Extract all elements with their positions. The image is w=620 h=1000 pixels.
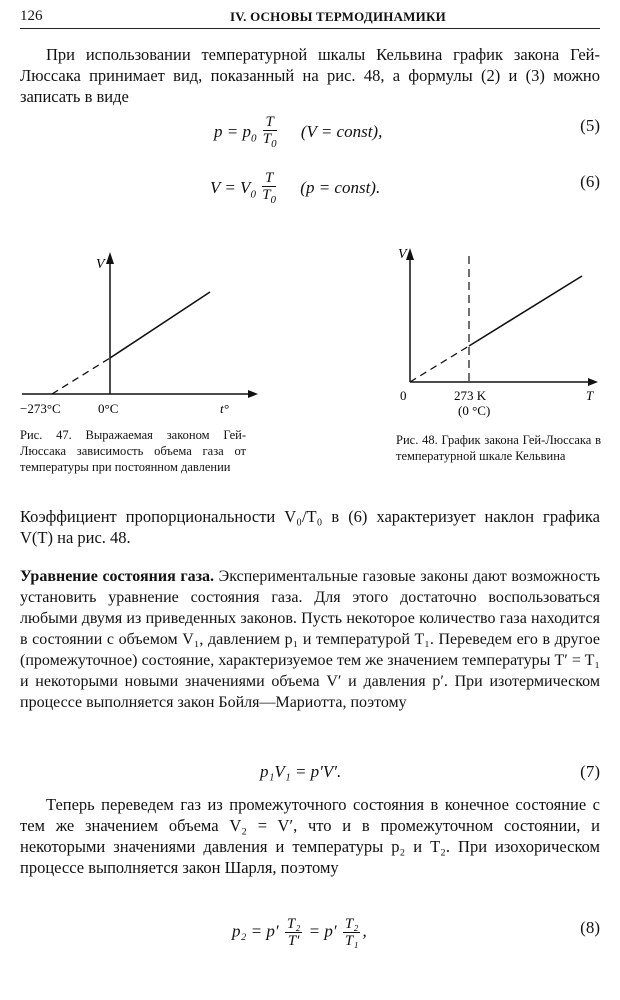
eq5-fraction <box>263 114 277 152</box>
equation-6 <box>210 170 380 208</box>
fig47-solid-line <box>110 292 210 358</box>
section-title: Уравнение состояния газа. <box>20 568 215 585</box>
fig48-solid-line <box>469 276 582 346</box>
fig47-y-label: V <box>96 257 105 272</box>
eq5-den-sub: 0 <box>271 138 277 150</box>
eq6-sub: 0 <box>250 188 256 201</box>
fig47-dashed-line <box>52 358 110 394</box>
coefficient-paragraph: Коэффициент пропорциональности V₀/T₀ в (6) характеризует наклон графика V(T) на рис. 48. <box>20 507 600 547</box>
figure-48 <box>392 236 602 421</box>
eq5-sub: 0 <box>250 132 257 145</box>
eq8-left: p₂ = p′ <box>232 921 279 941</box>
fig48-y-arrow <box>406 248 414 260</box>
fig48-k-label: 273 K <box>454 388 487 403</box>
fig48-origin-label: 0 <box>400 388 407 403</box>
eq8-fraction-1 <box>285 916 303 949</box>
eq8-den2: T₁ <box>344 933 359 949</box>
fig48-x-arrow <box>588 378 598 386</box>
equation-5 <box>214 114 382 152</box>
fig48-dashed-line <box>410 346 469 382</box>
fig48-x-label: T <box>586 388 594 403</box>
equation-7-number: (7) <box>580 762 600 781</box>
equation-5-number: (5) <box>580 116 600 135</box>
fig47-x-label: t° <box>220 401 229 416</box>
eq5-condition: (V = const), <box>300 121 383 141</box>
paragraph-3: Теперь переведем газ из промежуточного состояния в конечное состояние с тем же значением объема V₂ = V′, что и в промежуточном состоянии, и некоторыми значениями давления и температуры p₂ и T₂. При изохорическом процессе выполняется закон Шарля, поэтому <box>20 795 600 877</box>
page-number: 126 <box>20 8 43 24</box>
equation-7: p₁V₁ = p′V′. <box>260 762 342 781</box>
equation-8-number: (8) <box>580 918 600 937</box>
fig48-caption: Рис. 48. График закона Гей-Люссака в температурной шкале Кельвина <box>396 433 601 463</box>
eq6-den: T <box>262 187 271 203</box>
eq6-left: V = V <box>210 177 251 197</box>
eq8-tail: , <box>362 921 367 941</box>
eq8-num1: T₂ <box>286 916 301 932</box>
eq5-den: T <box>262 131 272 147</box>
fig47-neg-label: −273°C <box>20 401 61 416</box>
fig48-y-label: V <box>398 247 407 262</box>
running-head: IV. ОСНОВЫ ТЕРМОДИНАМИКИ <box>230 9 446 24</box>
figure-47 <box>14 240 274 420</box>
eq6-fraction <box>262 170 276 208</box>
eq8-num2: T₂ <box>344 916 359 932</box>
eq5-left: p = p <box>214 121 251 141</box>
eq6-den-sub: 0 <box>270 194 277 206</box>
eq6-condition: (p = const). <box>300 177 381 197</box>
equation-8 <box>232 916 367 949</box>
fig47-caption: Рис. 47. Выражаемая законом Гей-Люссака зависимость объема газа от температуры при постоянном давлении <box>20 428 246 474</box>
eq6-num: T <box>262 170 276 187</box>
fig48-c-label: (0 °C) <box>458 403 491 418</box>
section-body: Экспериментальные газовые законы дают возможность установить уравнение состояния газа. Для этого достаточно воспользоваться любыми двумя из приведенных законов. Пусть некоторое количество газа находится в состоянии с объемом V₁, давлением p₁ и температурой T₁. Переведем его в другое (промежуточное) состояние, характеризуемое тем же значением температуры T′ = T₁ и некоторыми новыми значениями объема V′ и давления p′. При изотермическом процессе выполняется закон Бойля—Мариотта, поэтому <box>20 568 600 711</box>
eq8-den1: T′ <box>287 933 300 949</box>
fig47-y-arrow <box>106 252 114 264</box>
fig47-zero-label: 0°C <box>98 401 119 416</box>
intro-paragraph: При использовании температурной шкалы Кельвина график закона Гей-Люссака принимает вид, показанный на рис. 48, а формулы (2) и (3) можно записать в виде <box>20 45 600 106</box>
eq5-num: T <box>263 114 277 131</box>
section-paragraph <box>20 566 600 713</box>
eq8-mid: = p′ <box>308 921 337 941</box>
page-header <box>20 6 600 29</box>
fig47-x-arrow <box>248 390 258 398</box>
eq8-fraction-2 <box>343 916 361 949</box>
equation-6-number: (6) <box>580 172 600 191</box>
